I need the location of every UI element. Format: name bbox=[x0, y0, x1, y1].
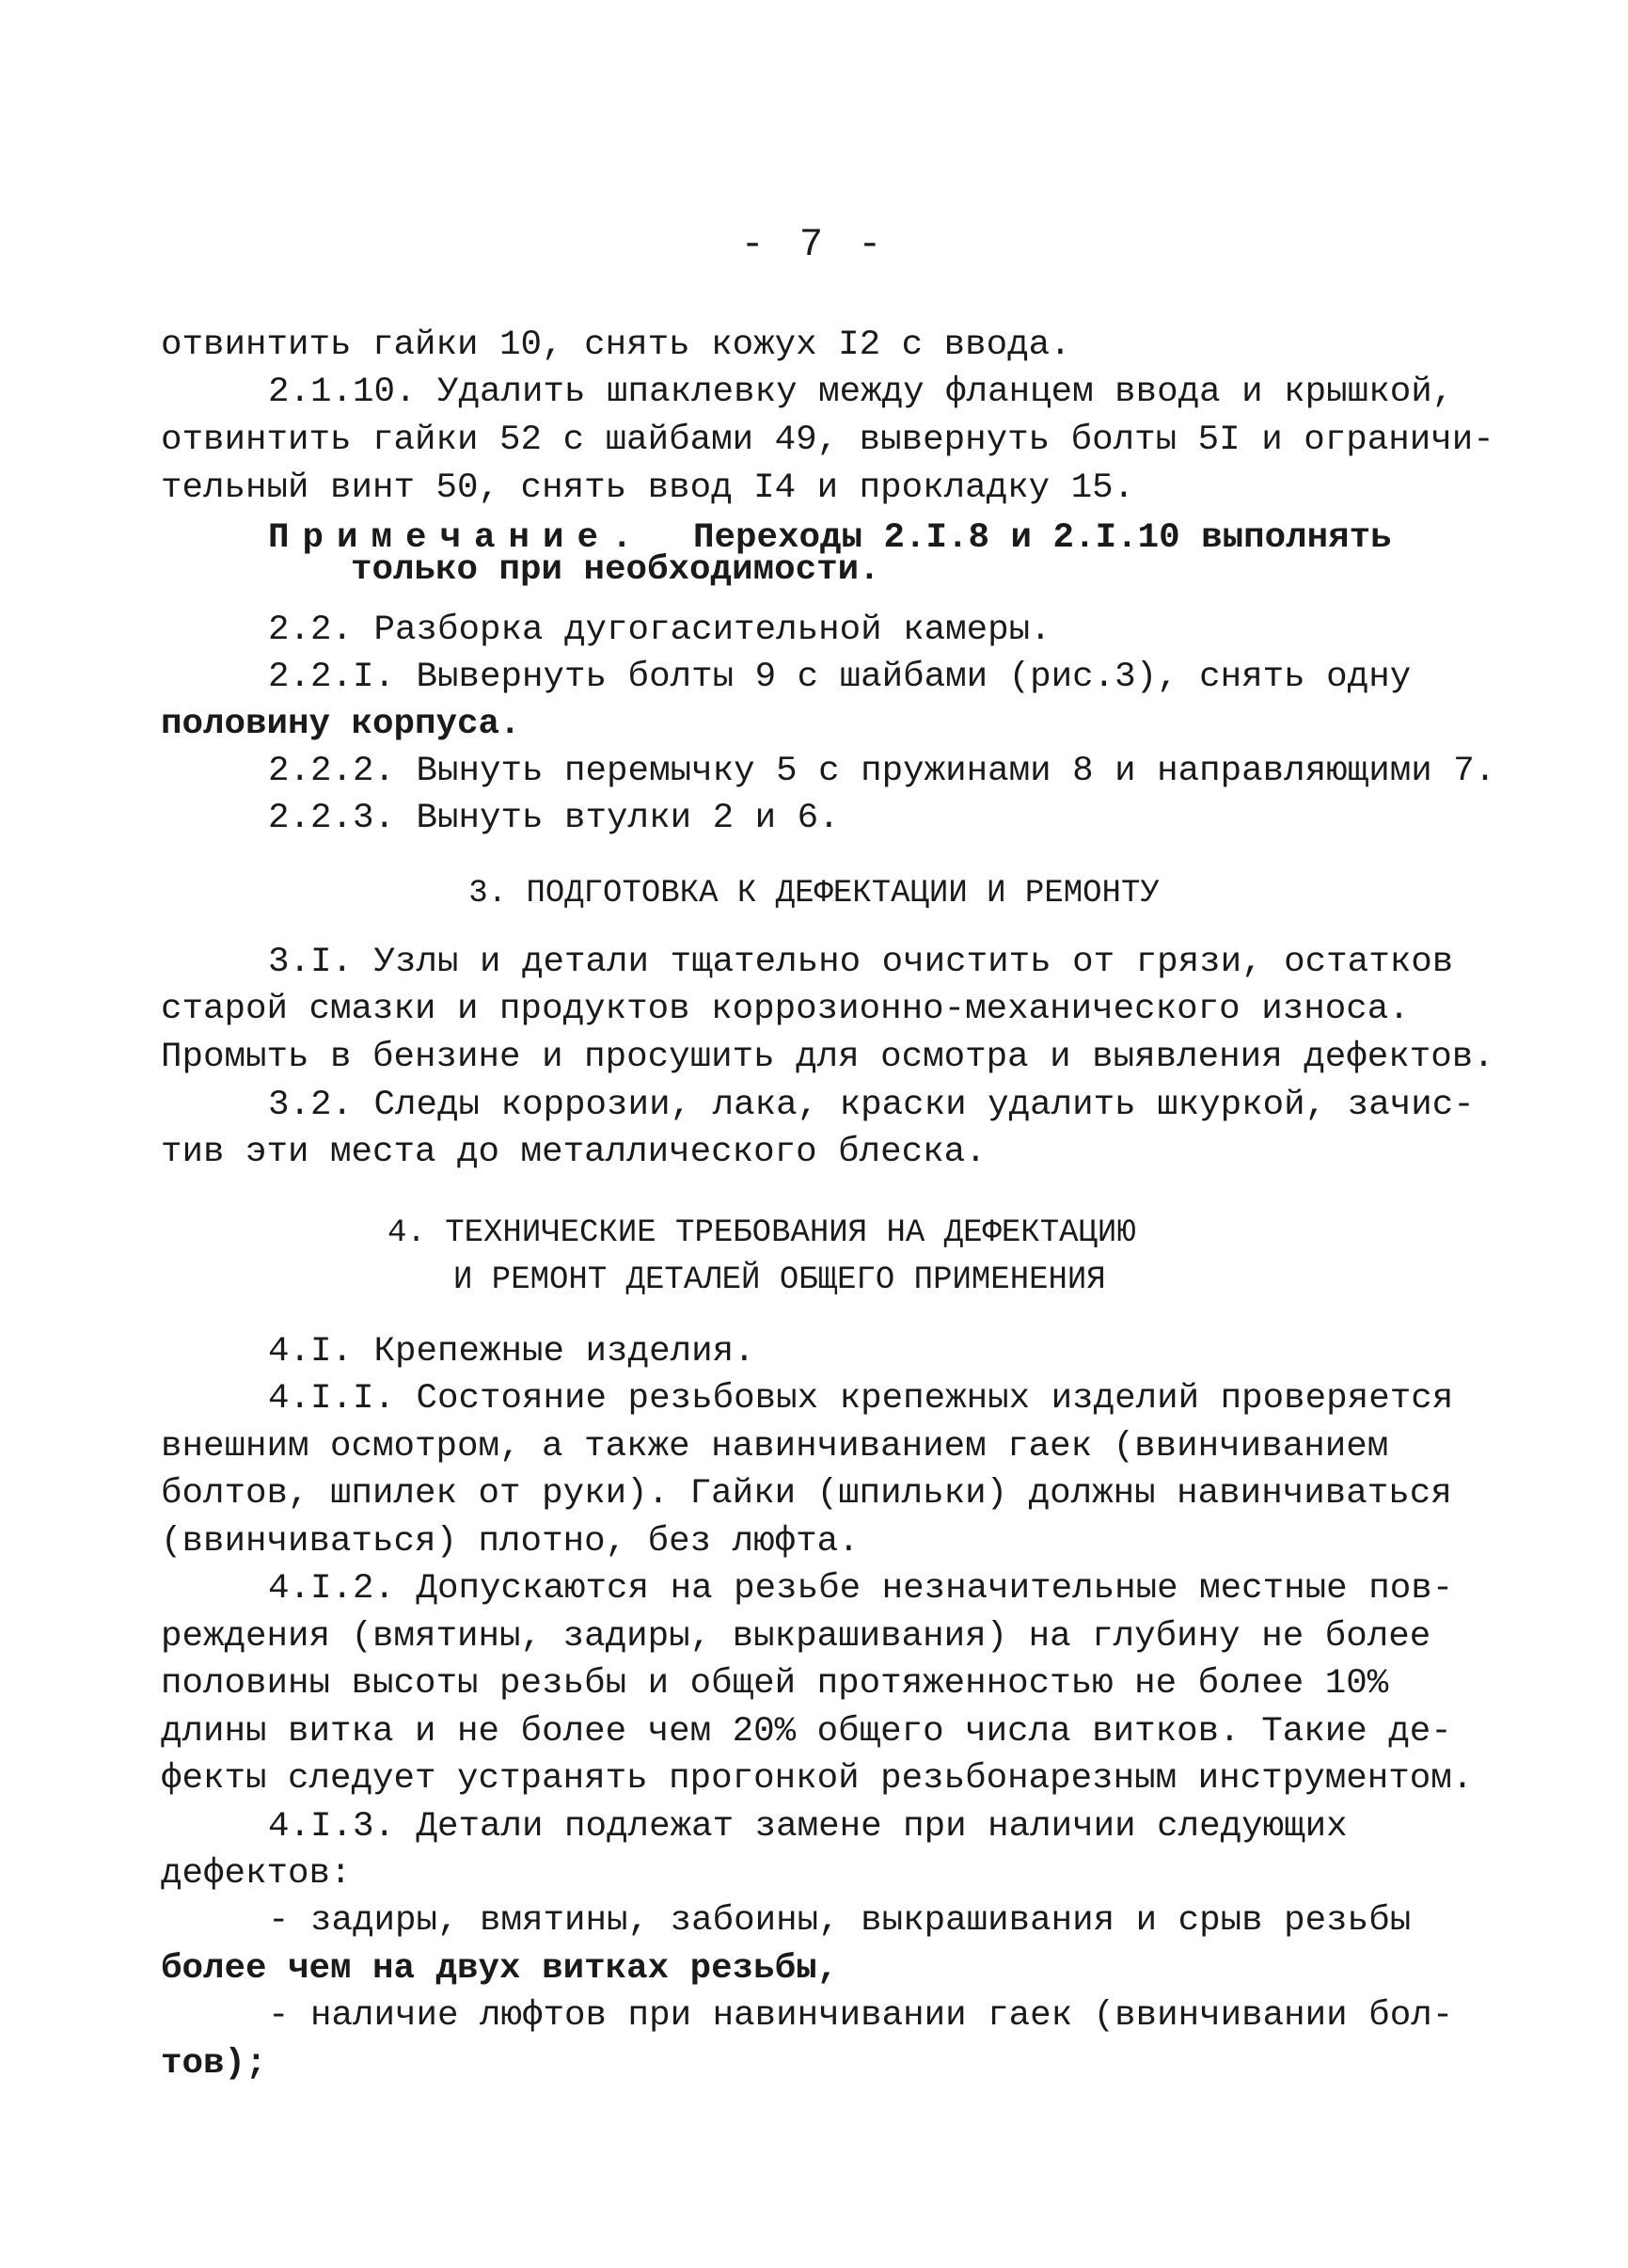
text-line: 3.I. Узлы и детали тщательно очистить от грязи, остатков bbox=[268, 943, 1454, 982]
list-item: - задиры, вмятины, забоины, выкрашивания и срыв резьбы bbox=[268, 1901, 1412, 1941]
section-heading: 2.2. Разборка дугогасительной камеры. bbox=[268, 611, 1051, 650]
note-text: Переходы 2.I.8 и 2.I.10 выполнять bbox=[693, 518, 1392, 558]
text-line: внешним осмотром, а также навинчиванием гаек (ввинчиванием bbox=[161, 1427, 1389, 1467]
text-line: старой смазки и продуктов коррозионно-механического износа. bbox=[161, 990, 1410, 1029]
text-line: 4.I.I. Состояние резьбовых крепежных изделий проверяется bbox=[268, 1379, 1454, 1419]
text-line: фекты следует устранять прогонкой резьбонарезным инструментом. bbox=[161, 1759, 1474, 1799]
text-line: болтов, шпилек от руки). Гайки (шпильки) должны навинчиваться bbox=[161, 1474, 1452, 1514]
text-line: 2.2.2. Вынуть перемычку 5 с пружинами 8 и направляющими 7. bbox=[268, 752, 1496, 791]
note-text: только при необходимости. bbox=[351, 550, 880, 590]
text-line: отвинтить гайки 52 с шайбами 49, вывернуть болты 5I и ограничи- bbox=[161, 420, 1494, 460]
text-line: 4.I.2. Допускаются на резьбе незначительные местные пов- bbox=[268, 1569, 1454, 1609]
list-item-cont: более чем на двух витках резьбы, bbox=[161, 1949, 839, 1989]
page-number: - 7 - bbox=[740, 222, 888, 267]
text-line: 3.2. Следы коррозии, лака, краски удалить шкуркой, зачис- bbox=[268, 1086, 1475, 1125]
text-line: длины витка и не более чем 20% общего числа витков. Такие де- bbox=[161, 1712, 1452, 1752]
text-line: дефектов: bbox=[161, 1854, 352, 1894]
section-title-4-cont: И РЕМОНТ ДЕТАЛЕЙ ОБЩЕГО ПРИМЕНЕНИЯ bbox=[453, 1262, 1106, 1298]
list-item: - наличие люфтов при навинчивании гаек (ввинчивании бол- bbox=[268, 1996, 1454, 2036]
section-title-4: 4. ТЕХНИЧЕСКИЕ ТРЕБОВАНИЯ НА ДЕФЕКТАЦИЮ bbox=[387, 1215, 1136, 1251]
text-line: половину корпуса. bbox=[161, 705, 521, 744]
list-item-cont: тов); bbox=[161, 2044, 267, 2084]
text-line: 2.2.I. Вывернуть болты 9 с шайбами (рис.3), снять одну bbox=[268, 658, 1412, 697]
text-line: отвинтить гайки 10, снять кожух I2 с ввода. bbox=[161, 325, 1071, 365]
text-line: реждения (вмятины, задиры, выкрашивания) на глубину не более bbox=[161, 1617, 1431, 1657]
text-line: Промыть в бензине и просушить для осмотра и выявления дефектов. bbox=[161, 1038, 1494, 1077]
text-line: 2.2.3. Вынуть втулки 2 и 6. bbox=[268, 799, 840, 838]
note-label: Примечание. bbox=[268, 518, 646, 558]
text-line: 2.1.10. Удалить шпаклевку между фланцем ввода и крышкой, bbox=[268, 373, 1454, 412]
text-line: тив эти места до металлического блеска. bbox=[161, 1133, 987, 1172]
text-line: половины высоты резьбы и общей протяженностью не более 10% bbox=[161, 1664, 1389, 1704]
section-title-3: 3. ПОДГОТОВКА К ДЕФЕКТАЦИИ И РЕМОНТУ bbox=[468, 876, 1160, 912]
text-line: тельный винт 50, снять ввод I4 и прокладку 15. bbox=[161, 468, 1135, 508]
subsection-heading: 4.I. Крепежные изделия. bbox=[268, 1332, 755, 1372]
text-line: 4.I.3. Детали подлежат замене при наличии следующих bbox=[268, 1807, 1348, 1847]
text-line: (ввинчиваться) плотно, без люфта. bbox=[161, 1522, 860, 1562]
